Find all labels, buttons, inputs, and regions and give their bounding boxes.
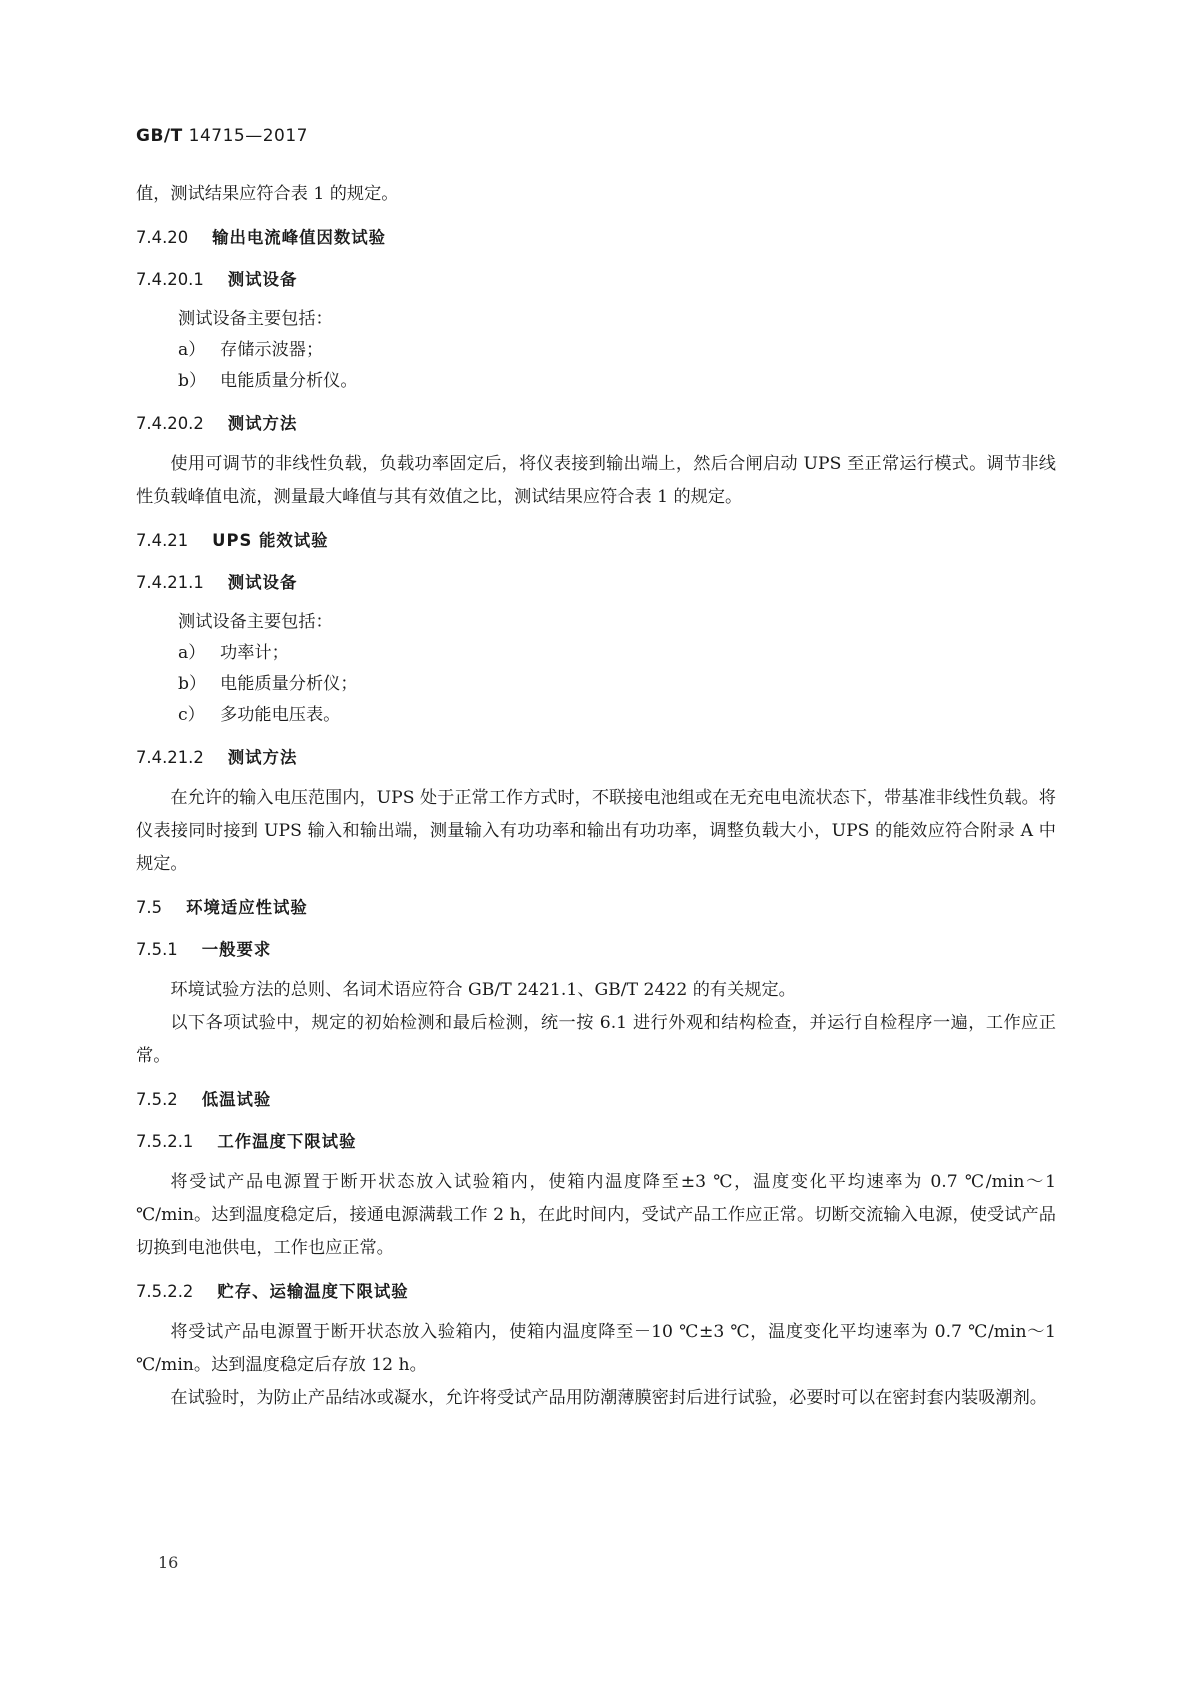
list-text: 电能质量分析仪； (220, 674, 358, 694)
paragraph: 将受试产品电源置于断开状态放入验箱内，使箱内温度降至－10 ℃±3 ℃，温度变化平均速率为 0.7 ℃/min～1 ℃/min。达到温度稳定后存放 12 h。 (136, 1322, 1056, 1375)
section-number: 7.4.21.2 (136, 748, 204, 767)
section-title: 贮存、运输温度下限试验 (217, 1282, 409, 1301)
section-number: 7.5.1 (136, 940, 178, 959)
section-title: 测试设备 (227, 270, 298, 289)
list-item (136, 669, 1056, 700)
list-marker: a） (178, 643, 206, 663)
page-number: 16 (158, 1553, 179, 1572)
list-item (136, 366, 1056, 397)
section-number: 7.4.20.1 (136, 270, 204, 289)
section-number: 7.4.21 (136, 531, 189, 550)
paragraph: 在允许的输入电压范围内，UPS 处于正常工作方式时，不联接电池组或在无充电电流状态下，带基准非线性负载。将仪表接同时接到 UPS 输入和输出端，测量输入有功功率和输出有功功率，调整负载大小，UPS 的能效应符合附录 A 中规定。 (136, 788, 1056, 874)
heading-7-5-2-1 (136, 1130, 1056, 1154)
list-text: 存储示波器； (220, 340, 324, 360)
section-number: 7.5.2.1 (136, 1132, 194, 1151)
list-marker: b） (178, 674, 207, 694)
section-title: 测试方法 (227, 748, 298, 767)
section-title: 环境适应性试验 (186, 898, 308, 917)
section-title: 测试设备 (227, 573, 298, 592)
section-title: 工作温度下限试验 (217, 1132, 357, 1151)
list-text: 多功能电压表。 (220, 705, 341, 725)
heading-7-4-20-1 (136, 268, 1056, 292)
paragraph: 环境试验方法的总则、名词术语应符合 GB/T 2421.1、GB/T 2422 的有关规定。 (170, 980, 796, 1000)
list-marker: a） (178, 340, 206, 360)
paragraph: 使用可调节的非线性负载，负载功率固定后，将仪表接到输出端上，然后合闸启动 UPS 至正常运行模式。调节非线性负载峰值电流，测量最大峰值与其有效值之比，测试结果应符合表 1 的规定。 (136, 454, 1056, 507)
heading-7-5-2 (136, 1088, 1056, 1112)
list-marker: c） (178, 705, 205, 725)
heading-7-5-2-2 (136, 1280, 1056, 1304)
list-item (136, 700, 1056, 731)
list-item (136, 638, 1056, 669)
paragraph: 在试验时，为防止产品结冰或凝水，允许将受试产品用防潮薄膜密封后进行试验，必要时可以在密封套内装吸潮剂。 (170, 1388, 1047, 1408)
section-number: 7.5.2 (136, 1090, 178, 1109)
standard-code (136, 126, 308, 146)
section-title: 低温试验 (201, 1090, 272, 1109)
intro-fragment: 值，测试结果应符合表 1 的规定。 (136, 184, 399, 204)
heading-7-5 (136, 896, 1056, 920)
heading-7-4-21-1 (136, 571, 1056, 595)
section-number: 7.4.21.1 (136, 573, 204, 592)
list-intro: 测试设备主要包括： (178, 309, 333, 329)
paragraph: 将受试产品电源置于断开状态放入试验箱内，使箱内温度降至±3 ℃，温度变化平均速率为 0.7 ℃/min～1 ℃/min。达到温度稳定后，接通电源满载工作 2 h，在此时间内，受试产品工作应正常。切断交流输入电源，使受试产品切换到电池供电，工作也应正常。 (136, 1172, 1056, 1258)
heading-7-4-21 (136, 529, 1056, 553)
section-number: 7.4.20 (136, 228, 189, 247)
document-body (136, 178, 1056, 1415)
section-number: 7.5 (136, 898, 163, 917)
section-number: 7.5.2.2 (136, 1282, 194, 1301)
heading-7-4-20 (136, 226, 1056, 250)
heading-7-4-20-2 (136, 412, 1056, 436)
heading-7-4-21-2 (136, 746, 1056, 770)
standard-number: 14715—2017 (188, 126, 308, 146)
list-intro: 测试设备主要包括： (178, 612, 333, 632)
section-title: 一般要求 (201, 940, 272, 959)
list-text: 功率计； (220, 643, 289, 663)
paragraph: 以下各项试验中，规定的初始检测和最后检测，统一按 6.1 进行外观和结构检查，并运行自检程序一遍，工作应正常。 (136, 1013, 1056, 1066)
standard-prefix: GB/T (136, 126, 183, 146)
list-item (136, 335, 1056, 366)
section-number: 7.4.20.2 (136, 414, 204, 433)
list-marker: b） (178, 371, 207, 391)
section-title: 测试方法 (227, 414, 298, 433)
section-title: 输出电流峰值因数试验 (212, 228, 387, 247)
section-title: UPS 能效试验 (212, 531, 329, 550)
heading-7-5-1 (136, 938, 1056, 962)
list-text: 电能质量分析仪。 (220, 371, 358, 391)
